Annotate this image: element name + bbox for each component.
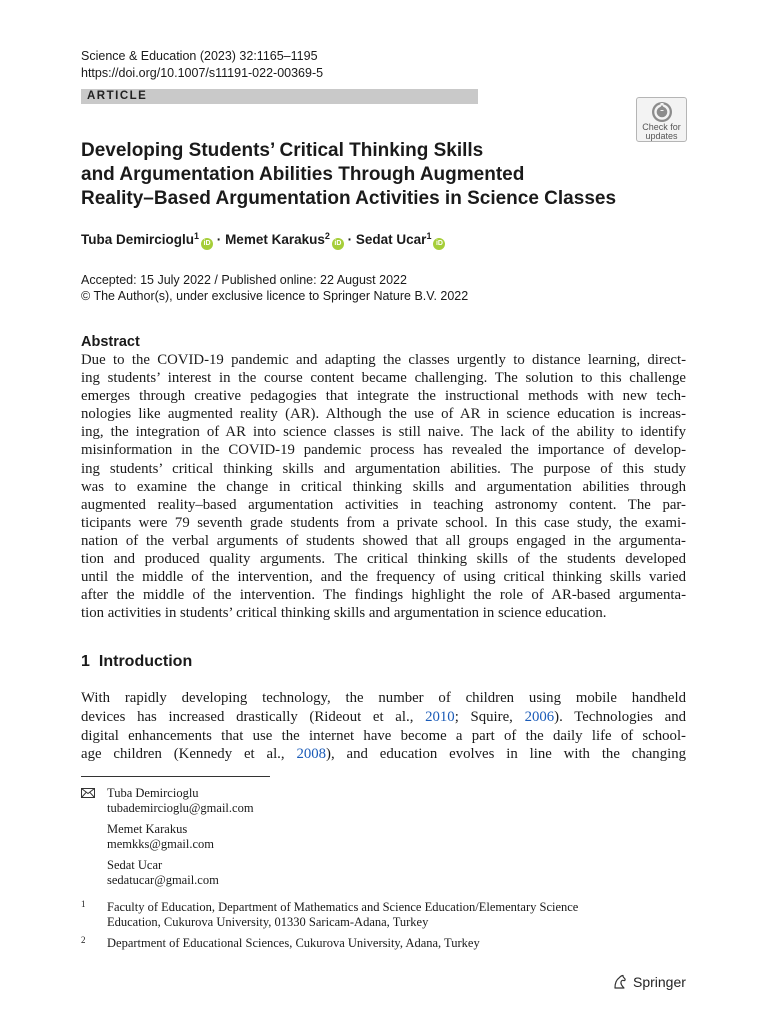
abstract-line: ing students’ critical thinking skills and argumentation abilities. The purpose of this study — [81, 460, 686, 477]
orcid-icon[interactable]: iD — [332, 238, 344, 250]
citation-link[interactable]: 2008 — [296, 746, 327, 763]
journal-header — [81, 48, 323, 82]
abstract-line: nologies like augmented reality (AR). Although the use of AR in science education is increas- — [81, 406, 686, 423]
abstract-line: tion and produced quality arguments. The critical thinking skills of the students developed — [81, 551, 686, 568]
author-affiliation-mark: 2 — [324, 231, 330, 241]
author-name[interactable]: Tuba Demircioglu — [81, 232, 195, 247]
body-line: With rapidly developing technology, the number of children using mobile handheld — [81, 690, 686, 706]
author-name[interactable]: Sedat Ucar — [355, 232, 427, 247]
citation-link[interactable]: 2006 — [524, 708, 555, 725]
text-run: ; Squire, — [454, 708, 525, 725]
footnote-divider — [81, 776, 270, 777]
check-updates-icon — [651, 101, 673, 123]
author-affiliation-mark: 1 — [194, 231, 200, 241]
publication-dates — [81, 273, 468, 304]
abstract-line: after the middle of the intervention. The findings highlight the role of AR-based argumenta- — [81, 587, 686, 604]
abstract-line: until the middle of the intervention, and the frequency of using critical thinking skills varied — [81, 569, 686, 586]
abstract-line: was to examine the change in critical thinking skills and argumentation abilities through — [81, 478, 686, 495]
text-run: devices has increased drastically (Rideout et al., — [81, 708, 426, 725]
abstract-heading: Abstract — [81, 334, 140, 350]
contact-name: Sedat Ucar — [107, 858, 163, 872]
body-line — [81, 745, 686, 764]
affiliation-text: Faculty of Education, Department of Mathematics and Science Education/Elementary Science — [107, 900, 579, 914]
text-run: ). Technologies and — [554, 708, 686, 725]
body-line — [81, 708, 686, 727]
affiliation-number: 1 — [81, 899, 86, 909]
publisher-logo — [612, 974, 686, 990]
badge-text-line2: updates — [645, 131, 678, 141]
affiliation-text: Department of Educational Sciences, Cukurova University, Adana, Turkey — [107, 936, 480, 950]
title-line: Reality–Based Argumentation Activities in Science Classes — [81, 188, 617, 209]
author-separator: · — [216, 232, 222, 247]
abstract-body — [81, 351, 686, 622]
abstract-line: tion activities in students’ critical thinking skills and argumentation in science education. — [81, 605, 607, 622]
copyright-line: © The Author(s), under exclusive licence to Springer Nature B.V. 2022 — [81, 288, 469, 303]
text-run: age children (Kennedy et al., — [81, 746, 297, 763]
journal-citation: Science & Education (2023) 32:1165–1195 — [81, 49, 318, 63]
contact-name: Memet Karakus — [107, 822, 188, 836]
springer-horse-icon — [612, 974, 628, 990]
abstract-line: nation of the verbal arguments of students showed that all groups engaged in the argumenta- — [81, 532, 686, 549]
check-for-updates-badge[interactable] — [636, 97, 687, 142]
publisher-name: Springer — [633, 974, 686, 990]
doi-link[interactable]: https://doi.org/10.1007/s11191-022-00369-5 — [81, 66, 324, 80]
abstract-line: ing students’ interest in the course content became challenging. The solution to this challenge — [81, 370, 686, 387]
title-line: Developing Students’ Critical Thinking Skills — [81, 140, 484, 161]
abstract-line: augmented reality–based argumentation activities in teaching astronomy content. The par- — [81, 496, 686, 513]
text-run: ), and education evolves in line with the changing — [326, 746, 687, 763]
orcid-icon[interactable]: iD — [201, 238, 213, 250]
abstract-line: ticipants were 79 seventh grade students from a private school. In this case study, the exami- — [81, 514, 686, 531]
author-affiliation-mark: 1 — [426, 231, 432, 241]
contact-name: Tuba Demircioglu — [107, 786, 199, 800]
article-type-bar: ARTICLE — [81, 89, 478, 104]
author-separator: · — [347, 232, 353, 247]
abstract-line: misinformation in the COVID-19 pandemic process has revealed the importance of develop- — [81, 442, 686, 459]
abstract-line: Due to the COVID-19 pandemic and adapting the classes urgently to distance learning, direct- — [81, 352, 686, 368]
badge-text-line1: Check for — [642, 122, 681, 132]
accepted-published-line: Accepted: 15 July 2022 / Published online: 22 August 2022 — [81, 273, 407, 287]
section-number: 1 — [81, 653, 90, 670]
body-line: digital enhancements that use the internet have become a part of the daily life of school- — [81, 727, 686, 744]
contact-email[interactable]: tubademircioglu@gmail.com — [107, 801, 254, 815]
abstract-line: emerges through creative pedagogies that integrate the instructional methods with new tech- — [81, 388, 686, 405]
contact-email[interactable]: memkks@gmail.com — [107, 837, 214, 851]
section-heading-introduction — [81, 653, 192, 671]
contact-email[interactable]: sedatucar@gmail.com — [107, 873, 219, 887]
section-title: Introduction — [98, 653, 193, 670]
introduction-body — [81, 689, 686, 764]
affiliation-text: Education, Cukurova University, 01330 Saricam-Adana, Turkey — [107, 915, 429, 929]
citation-link[interactable]: 2010 — [425, 708, 455, 725]
author-list — [81, 231, 445, 250]
affiliation-number: 2 — [81, 935, 86, 945]
title-line: and Argumentation Abilities Through Augmented — [81, 164, 525, 185]
paper-title — [81, 139, 661, 211]
author-name[interactable]: Memet Karakus — [225, 232, 325, 247]
envelope-icon — [81, 788, 95, 798]
abstract-line: ing, the integration of AR into science classes is still naive. The lack of the ability to identify — [81, 424, 686, 441]
orcid-icon[interactable]: iD — [433, 238, 445, 250]
